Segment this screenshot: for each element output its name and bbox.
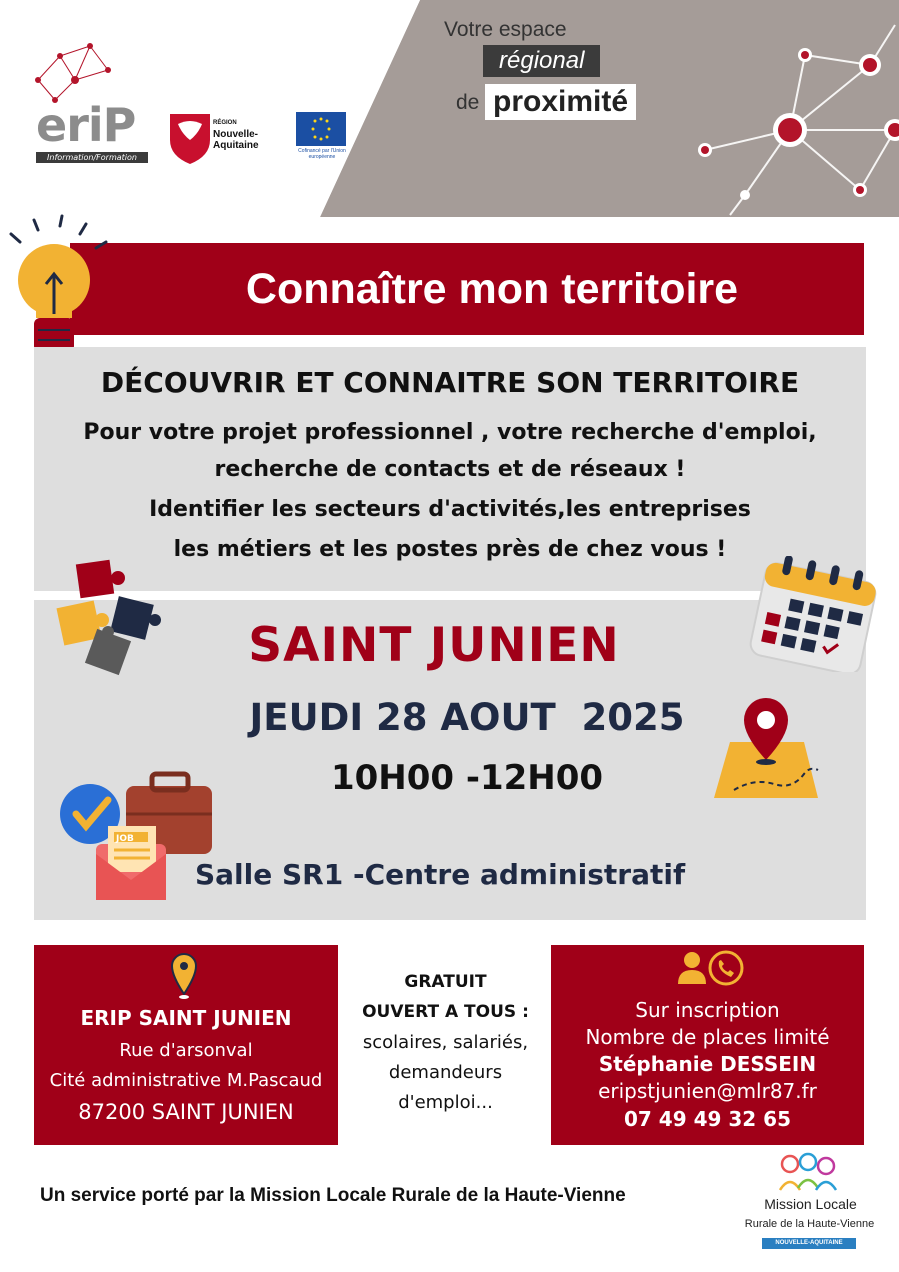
footer-text: Un service porté par la Mission Locale Rurale de la Haute-Vienne — [40, 1185, 626, 1206]
contact-places: Nombre de places limité — [585, 1025, 830, 1049]
region-logo-small: RÉGION — [213, 120, 237, 126]
eu-logo-text: Cofinancé par l'Union européenne — [298, 148, 346, 160]
venue-name: ERIP SAINT JUNIEN — [80, 1006, 292, 1030]
mission-locale-logo-subtitle: Rurale de la Haute-Vienne — [744, 1218, 875, 1230]
contact-email[interactable]: eripstjunien@mlr87.fr — [598, 1079, 817, 1103]
slogan-line-2: régional — [483, 45, 600, 77]
access-open: OUVERT A TOUS : — [362, 1002, 529, 1022]
slogan-line-1: Votre espace — [444, 18, 567, 41]
eu-flag-icon — [296, 112, 346, 146]
contact-registration: Sur inscription — [635, 998, 780, 1022]
region-logo-name-2: Aquitaine — [213, 140, 259, 151]
access-audience: scolaires, salariés, — [362, 1032, 529, 1053]
intro-line: les métiers et les postes près de chez vous ! — [173, 537, 727, 562]
job-icon-label: JOB — [116, 834, 134, 844]
contact-phone[interactable]: 07 49 49 32 65 — [623, 1107, 791, 1131]
region-logo — [213, 118, 259, 151]
job-briefcase-icon — [56, 770, 216, 904]
intro-line: Pour votre projet professionnel , votre recherche d'emploi, — [83, 420, 817, 445]
event-location: Salle SR1 -Centre administratif — [195, 858, 686, 891]
access-free: GRATUIT — [404, 972, 487, 992]
map-pin-icon — [712, 694, 822, 802]
page-title: Connaître mon territoire — [245, 265, 739, 313]
mission-locale-logo-title: Mission Locale — [764, 1196, 857, 1212]
region-logo-name-1: Nouvelle- — [213, 129, 259, 140]
location-pin-icon — [169, 952, 199, 1002]
venue-building: Cité administrative M.Pascaud — [49, 1070, 323, 1091]
lightbulb-icon — [6, 212, 116, 362]
event-time: 10H00 -12H00 — [330, 758, 604, 798]
intro-heading: DÉCOUVRIR ET CONNAITRE SON TERRITOIRE — [100, 366, 800, 399]
access-audience: demandeurs — [388, 1062, 503, 1083]
venue-street: Rue d'arsonval — [119, 1040, 253, 1061]
venue-postal: 87200 SAINT JUNIEN — [78, 1100, 294, 1124]
contact-person: Stéphanie DESSEIN — [598, 1052, 817, 1076]
slogan-line-3: proximité — [485, 84, 636, 120]
access-audience: d'emploi... — [398, 1092, 493, 1113]
slogan-line-3-prefix: de — [456, 91, 480, 114]
intro-line: Identifier les secteurs d'activités,les entreprises — [149, 497, 751, 522]
intro-line: recherche de contacts et de réseaux ! — [214, 457, 686, 482]
person-phone-icon — [676, 950, 746, 988]
mission-locale-people-icon — [776, 1152, 842, 1194]
erip-logo-subtitle: Information/Formation — [36, 152, 148, 163]
event-date: JEUDI 28 AOUT 2025 — [249, 696, 685, 739]
event-city: SAINT JUNIEN — [248, 618, 620, 673]
mission-locale-logo-badge: NOUVELLE-AQUITAINE — [762, 1238, 856, 1249]
erip-logo: eriP — [36, 98, 136, 152]
